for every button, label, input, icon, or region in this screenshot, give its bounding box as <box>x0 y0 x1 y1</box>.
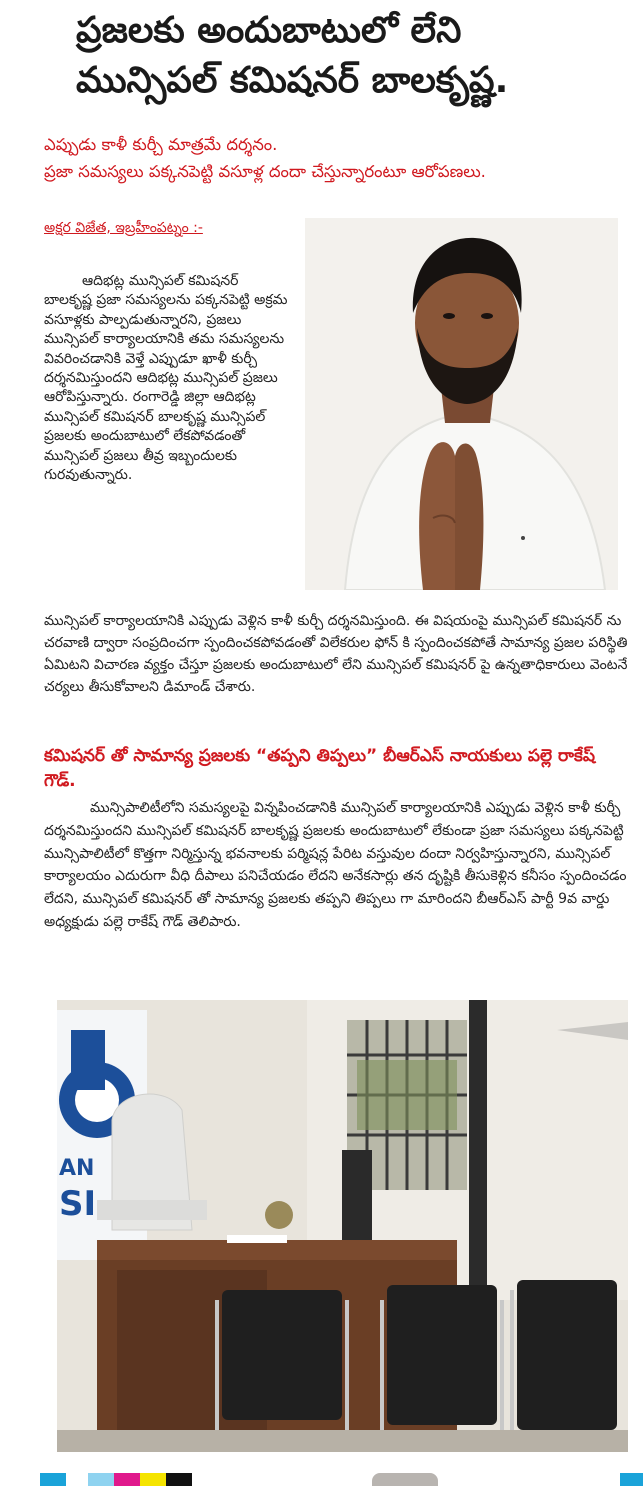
registration-mark-cyan <box>40 1473 66 1486</box>
office-empty-chair-photo <box>57 1000 628 1452</box>
headline <box>76 6 636 106</box>
registration-mark-light-cyan <box>88 1473 114 1486</box>
subhead-1: ఎప్పుడు కాళీ కుర్చీ మాత్రమే దర్శనం. <box>44 135 278 154</box>
byline: అక్షర విజేత, ఇబ్రహీంపట్నం :- <box>44 220 203 236</box>
reporter-portrait-photo <box>305 218 618 590</box>
paragraph-2: మున్సిపాలిటీలోని సమస్యలపై విన్నపించడానికి మున్సిపల్ కార్యాలయానికి ఎప్పుడు వెళ్లిన కాళీ కుర్చీ దర్శనమిస్తుందని మున్సిపల్ కమిషనర్ బాలకృష్ణ ప్రజలకు అందుబాటులో లేకుండా ప్రజా సమస్యలు పక్కనపెట్టి మున్సిపాలిటీలో కొత్తగా నిర్మిస్తున్న భవనాలకు పర్మిషన్ల పేరిట వస్తువుల దందా నిర్వహిస్తున్నారని, మున్సిపల్ కార్యాలయం ఎదురుగా వీధి దీపాలు పనిచేయడం లేదని అనేకసార్లు తన దృష్టికి తీసుకెళ్లిన కనీసం స్పందించడం లేదని, మున్సిపల్ కమిషనర్ తో సామాన్య ప్రజలకు తప్పని తిప్పలు గా మారిందని బీఆర్ఎస్ పార్టీ 9వ వార్డు అధ్యక్షుడు పల్లె రాకేష్ గౌడ్ తెలిపారు. <box>44 800 627 930</box>
registration-mark-black <box>166 1473 192 1486</box>
registration-mark-gray <box>372 1473 438 1486</box>
registration-mark-yellow <box>140 1473 166 1486</box>
subhead-quote: కమిషనర్ తో సామాన్య ప్రజలకు “తప్పని తిప్పలు” బీఆర్ఎస్ నాయకులు పల్లె రాకేష్ గౌడ్. <box>44 746 596 791</box>
banner-text-2: SI <box>59 1184 97 1224</box>
headline-line-2: మున్సిపల్ కమిషనర్ బాలకృష్ణ. <box>76 60 509 101</box>
registration-mark-cyan-right <box>620 1473 643 1486</box>
registration-mark-magenta <box>114 1473 140 1486</box>
headline-line-1: ప్రజలకు అందుబాటులో లేని <box>76 10 462 51</box>
banner-text-1: AN <box>59 1156 95 1181</box>
paragraph-1-continued: మున్సిపల్ కార్యాలయానికి ఎప్పుడు వెళ్లిన కాళీ కుర్చీ దర్శనమిస్తుంది. ఈ విషయంపై మున్సిపల్ కమిషనర్ ను చరవాణి ద్వారా సంప్రదించగా స్పందించకపోవడంతో విలేకరుల ఫోన్ కి స్పందించకపోతే సామాన్య ప్రజల పరిస్థితి ఏమిటని విచారణ వ్యక్తం చేస్తూ ప్రజలకు అందుబాటులో లేని మున్సిపల్ కమిషనర్ పై ఉన్నతాధికారులు వెంటనే చర్యలు తీసుకోవాలని డిమాండ్ చేశారు. <box>44 613 628 695</box>
paragraph-1-column: ఆదిభట్ల మున్సిపల్ కమిషనర్ బాలకృష్ణ ప్రజా సమస్యలను పక్కనపెట్టి అక్రమ వసూళ్లకు పాల్పడుతున్నారని, ప్రజలు మున్సిపల్ కార్యాలయానికి తమ సమస్యలను వివరించడానికి వెళ్తే ఎప్పుడూ ఖాళీ కుర్చీ దర్శనమిస్తుందని ఆదిభట్ల మున్సిపల్ ప్రజలు ఆరోపిస్తున్నారు. రంగారెడ్డి జిల్లా ఆదిభట్ల మున్సిపల్ కమిషనర్ బాలకృష్ణ మున్సిపల్ ప్రజలకు అందుబాటులో లేకపోవడంతో మున్సిపల్ ప్రజలు తీవ్ర ఇబ్బందులకు గురవుతున్నారు. <box>44 273 288 484</box>
subhead-2: ప్రజా సమస్యలు పక్కనపెట్టి వసూళ్ల దందా చేస్తున్నారంటూ ఆరోపణలు. <box>44 162 486 181</box>
